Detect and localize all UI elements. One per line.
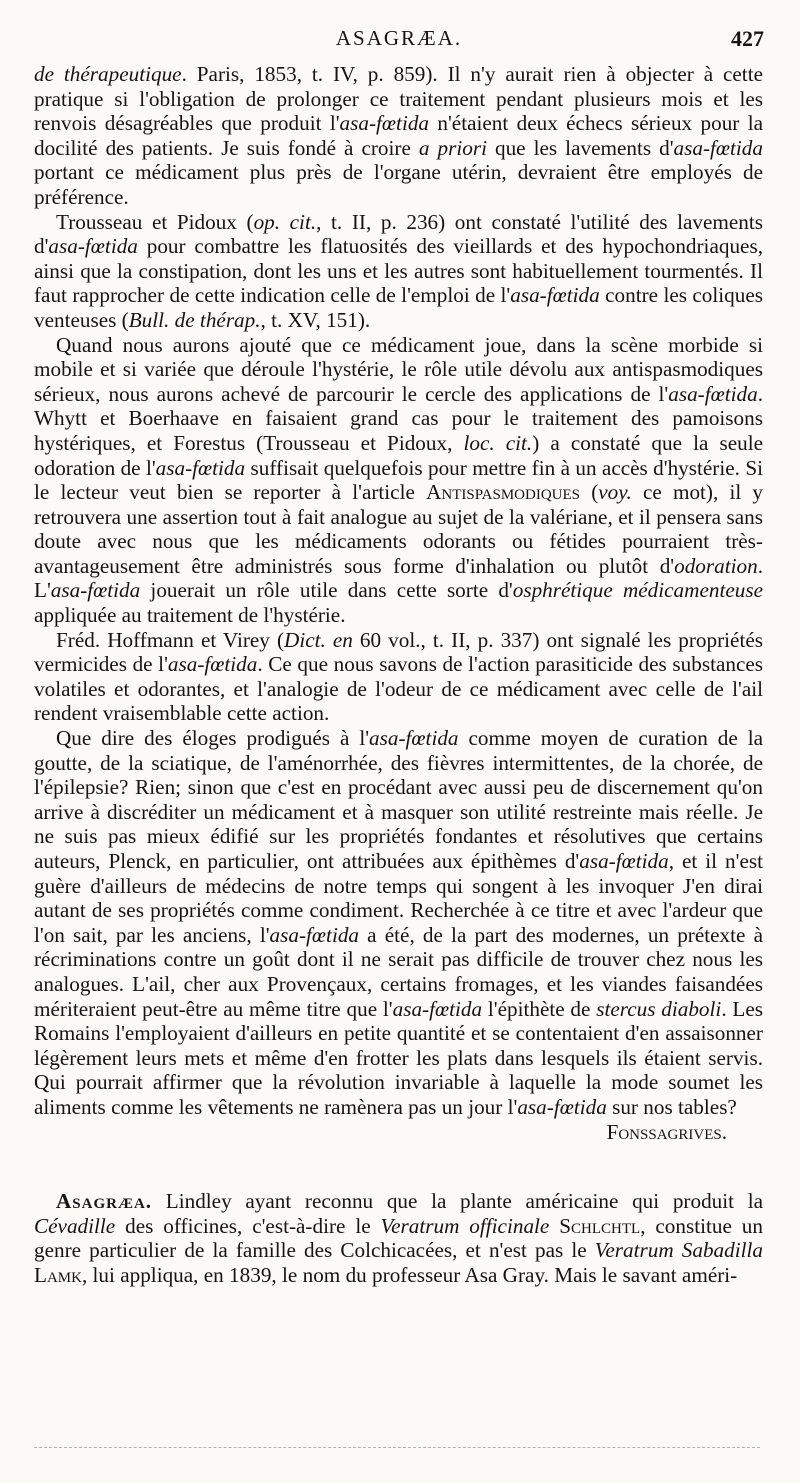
text-run: Fréd. Hoffmann et Virey (	[56, 627, 285, 652]
text-run: Trousseau et Pidoux (	[56, 209, 254, 234]
text-run	[549, 1214, 559, 1238]
text-run: n'étaient deux échecs sérieux pour la docilité des patients. Je suis fondé à croire	[34, 111, 763, 160]
text-run: , lui appliqua, en 1839, le nom du professeur Asa Gray. Mais le savant améri-	[81, 1262, 738, 1287]
text-run: . Paris, 1853, t. IV, p. 859). Il n'y aurait rien à objecter à cette pratique si l'obligation de prolonger ce traitement pendant plusieurs mois et les renvois désagréables que produit l'	[34, 62, 763, 136]
small-caps-run: Lamk	[34, 1262, 82, 1287]
text-run: ce mot), il y retrouvera une assertion tout à fait analogue au sujet de la valériane, et il pensera sans doute avec nous que les médicaments odorants ou fétides pourraient très-avantageusement être administrés sous forme d'inhalation ou plutôt d'	[34, 480, 764, 578]
entry-heading: Asagræa.	[56, 1189, 153, 1214]
italic-run: Dict. en	[284, 627, 353, 652]
text-run: 60 vol., t. II, p. 337) ont signalé les propriétés vermicides de l'	[34, 627, 763, 677]
paragraph	[34, 726, 763, 1120]
text-run: , et il n'est guère d'ailleurs de médecins de notre temps qui songent à les invoquer J'en dirai autant de ses propriétés comme condiment. Recherchée à ce titre et avec l'ardeur que l'on sait, par les anciens, l'	[34, 849, 764, 947]
text-run: comme moyen de curation de la goutte, de la sciatique, de l'aménorrhée, des fièvres intermittentes, de la chorée, de l'épilepsie? Rien; sinon que c'est en procédant avec aussi peu de discernement qu'on arrive à discréditer un médicament et à masquer son utilité restreinte mais réelle. Je ne suis pas mieux édifié sur les propriétés fondantes et résolutives que certains auteurs, Plenck, en particulier, ont attribuées aux épithèmes d'	[34, 726, 764, 873]
italic-run: stercus diaboli	[596, 996, 722, 1021]
italic-run: asa-fœtida	[673, 135, 763, 160]
italic-run: asa-fœtida	[167, 652, 258, 677]
dictionary-entry	[34, 1189, 763, 1287]
paragraph	[34, 210, 763, 333]
italic-run: a priori	[418, 135, 487, 160]
italic-run: asa-fœtida	[155, 455, 246, 480]
italic-run: Veratrum Sabadilla	[594, 1238, 763, 1263]
italic-run: Veratrum officinale	[380, 1213, 550, 1238]
text-run: portant ce médicament plus près de l'organe utérin, devraient être employés de préférence.	[34, 160, 763, 209]
italic-run: asa-fœtida	[510, 283, 600, 308]
text-run: des officines, c'est-à-dire le	[115, 1213, 381, 1238]
text-run: Quand nous aurons ajouté que ce médicament joue, dans la scène morbide si mobile et si variée que déroule l'hystérie, le rôle utile dévolu aux antispasmodiques sérieux, nous aurons achevé de parcourir le cercle des applications de l'	[34, 332, 763, 406]
article-paragraphs	[34, 62, 763, 1120]
italic-run: asa-fœtida	[269, 922, 360, 947]
small-caps-run: Antispasmodiques	[426, 480, 581, 505]
text-run: sur nos tables?	[606, 1094, 737, 1119]
text-run: l'épithète de	[482, 996, 597, 1021]
italic-run: asa-fœtida	[50, 578, 141, 603]
italic-run: voy.	[598, 480, 632, 505]
text-run: appliquée au traitement de l'hystérie.	[34, 603, 346, 628]
text-run: suffisait quelquefois pour mettre fin à un accès d'hystérie. Si le lecteur veut bien se reporter à l'article	[34, 455, 763, 505]
page-header	[34, 26, 764, 62]
text-run: (	[580, 480, 599, 505]
footer-rule	[34, 1447, 760, 1448]
text-run: . Ce que nous savons de l'action parasiticide des substances volatiles et odorantes, et l'analogie de l'odeur de ce médicament avec celle de l'ail rendent vraisemblable cette action.	[34, 652, 764, 726]
italic-run: Bull. de thérap.	[128, 307, 261, 332]
body-text	[34, 62, 763, 1288]
page-number: 427	[731, 26, 764, 51]
text-run: que les lavements d'	[486, 135, 674, 160]
section-spacer	[34, 1144, 763, 1189]
small-caps-run: Schlchtl	[559, 1213, 641, 1238]
italic-run: asa-fœtida	[48, 234, 138, 259]
italic-run: asa-fœtida	[579, 849, 669, 873]
italic-run: odoration	[674, 553, 758, 578]
text-run: . Whytt et Boerhaave en faisaient grand cas pour le traitement des pamoisons hystériques, et Forestus (Trousseau et Pidoux,	[34, 381, 763, 455]
text-run: a été, de la part des modernes, un prétexte à récriminations contre un goût dont il ne serait pas difficile de trouver chez nous les analogues. L'ail, cher aux Provençaux, certains fromages, et les viandes faisandées mériteraient peut-être au même titre que l'	[34, 922, 763, 1021]
italic-run: Cévadille	[34, 1213, 116, 1238]
text-run: Lindley ayant reconnu que la plante américaine qui produit la	[152, 1189, 763, 1214]
text-run: . L'	[34, 553, 763, 603]
text-run: ) a constaté que la seule odoration de l'	[34, 430, 763, 480]
running-title: ASAGRÆA.	[335, 26, 463, 50]
text-run: , t. II, p. 236) ont constaté l'utilité des lavements d'	[34, 209, 763, 259]
text-run: , constitue un genre particulier de la famille des Colchicacées, et n'est pas le	[34, 1213, 763, 1263]
italic-run: asa-fœtida	[369, 726, 459, 751]
author-signature: Fonssagrives.	[606, 1119, 727, 1144]
text-run: pour combattre les flatuosités des vieillards et des hypochondriaques, ainsi que la constipation, dont les uns et les autres sont habituellement tourmentés. Il faut rapprocher de cette indication celle de l'emploi de l'	[34, 234, 763, 308]
text-run: jouerait un rôle utile dans cette sorte d'	[140, 578, 513, 603]
italic-run: osphrétique médicamenteuse	[512, 578, 763, 603]
italic-run: asa-fœtida	[339, 111, 430, 136]
text-run: , t. XV, 151).	[260, 307, 371, 332]
text-run: Que dire des éloges prodigués à l'	[56, 726, 370, 751]
paragraph	[34, 628, 763, 726]
text-run: . Les Romains l'employaient d'ailleurs en petite quantité et se contentaient d'en assaisonner légèrement leurs mets et même d'en frotter les plats dans lesquels ils étaient servis. Qui pourrait affirmer que la révolution invariable à laquelle la mode soumet les aliments comme les vêtements ne ramènera pas un jour l'	[34, 996, 763, 1119]
paragraph	[34, 333, 763, 628]
italic-run: asa-fœtida	[668, 381, 758, 406]
italic-run: asa-fœtida	[392, 996, 483, 1021]
italic-run: op. cit.	[253, 209, 317, 234]
paragraph	[34, 62, 763, 210]
italic-run: loc. cit.	[463, 430, 533, 455]
text-run: contre les coliques venteuses (	[34, 283, 763, 332]
italic-run: asa-fœtida	[517, 1094, 607, 1119]
italic-run: de thérapeutique	[34, 62, 182, 86]
